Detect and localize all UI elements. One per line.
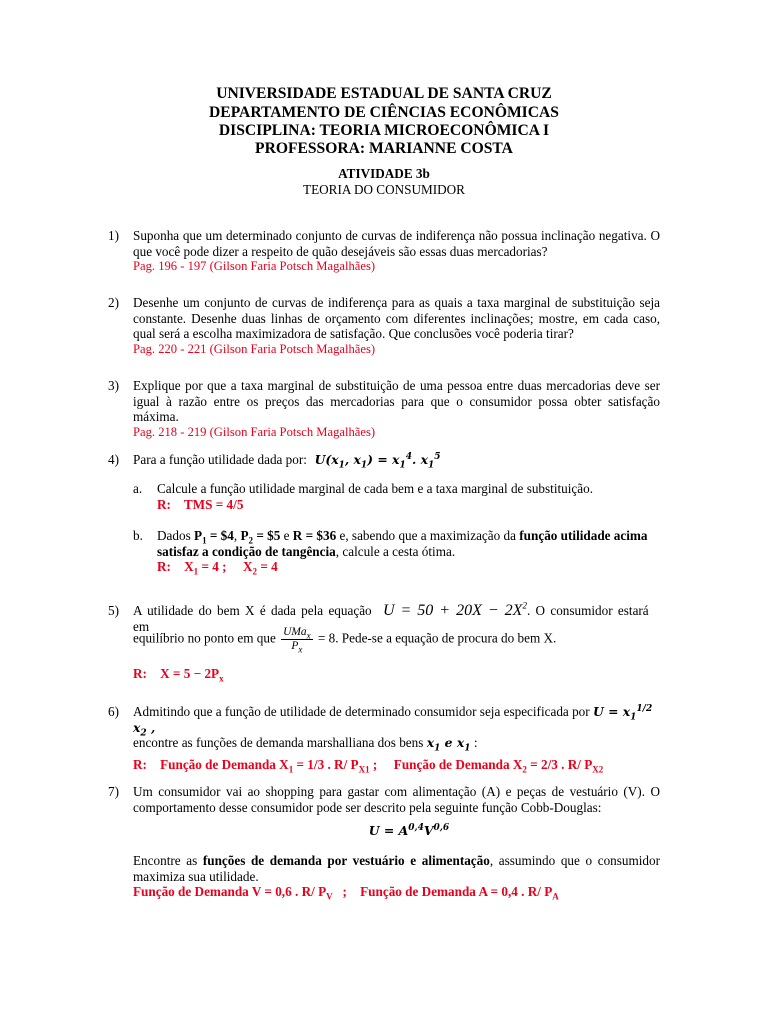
professor-name: PROFESSORA: MARIANNE COSTA (255, 140, 513, 157)
answer: R: Função de Demanda $X_1 = 1/3$ . R/ $P_{X1}$ ; Função de Demanda $X_2 = 2/3$ . R/ $P_{X2}$ (133, 756, 604, 775)
answer: R: $X_1 = 4$ ; $X_2 = 4$ (157, 559, 278, 577)
question-number: 5) (108, 603, 119, 618)
question-5-cont: equilíbrio no ponto em que $\frac{UMa_x}{P_x}$ = 8. Pede-se a equação de procura do bem X. (133, 626, 557, 655)
question-text: Para a função utilidade dada por: (133, 452, 307, 467)
answer: R: TMS = 4/5 (157, 496, 244, 512)
question-number: 6) (108, 704, 119, 719)
question-4a (133, 481, 660, 512)
question-7-cont: Encontre as funções de demanda por vestuário e alimentação, assumindo que o consumidor maximiza sua utilidade. Função de Demanda V = 0,6 . R/ $P_V$ ; Função de Demanda A = 0,4 . R/ $P_A$ (133, 853, 660, 902)
question-1 (108, 228, 660, 275)
question-2 (108, 295, 660, 357)
activity-title: ATIVIDADE 3b (338, 166, 430, 181)
utility-equation: $U = 50 + 20X - 2X^2$ (382, 600, 527, 619)
cobb-douglas-formula: $U = A^{0,4}V^{0,6}$ (368, 822, 450, 838)
item-label: b. (133, 528, 143, 543)
question-number: 7) (108, 784, 119, 799)
activity-subtitle: TEORIA DO CONSUMIDOR (303, 182, 465, 197)
question-6: 6) Admitindo que a função de utilidade de determinado consumidor seja especificada por $U = x_1^{1/2}$ $x_2$ , encontre as funções de demanda marshalliana dos bens $x_1$ e $x_1$ : R: Função de Demanda $X_1 = 1/3$ . R/ $P_{X1}$ ; Função de Demanda $X_2 = 2/3$ . R/ $P_{X2}$ (108, 704, 660, 772)
question-4b (133, 528, 660, 575)
question-number: 1) (108, 228, 119, 243)
question-5-answer: R: $X = 5 - 2P_x$ (133, 666, 224, 684)
question-number: 3) (108, 378, 119, 393)
answer: Função de Demanda V = 0,6 . R/ $P_V$ ; Função de Demanda A = 0,4 . R/ $P_A$ (133, 884, 559, 902)
question-text: Explique por que a taxa marginal de substituição de uma pessoa entre duas mercadorias deve ser igual à razão entre os preços das mercadorias para que o consumidor possa obter satisfação máxima. (133, 378, 660, 425)
question-text: A utilidade do bem X é dada pela equação (133, 603, 372, 618)
question-number: 4) (108, 452, 119, 467)
question-5: 5) A utilidade do bem X é dada pela equação $U = 50 + 20X - 2X^2$. O consumidor estará em (108, 600, 649, 634)
equilibrium-fraction: $\frac{UMa_x}{P_x}$ (283, 626, 311, 655)
course-name: DISCIPLINA: TEORIA MICROECONÔMICA I (218, 122, 550, 139)
question-text: Desenhe um conjunto de curvas de indiferença para as quais a taxa marginal de substituição seja constante. Desenhe duas linhas de orçamento com diferentes inclinações; mostre, em cada caso, qual será a escolha maximizadora de satisfação. Que conclusões você poderia tirar? (133, 295, 660, 342)
item-label: a. (133, 481, 143, 496)
item-text: Dados $P_1$ = $4, $P_2$ = $5 e R = $36 e, sabendo que a maximização da função utilidade acima satisfaz a condição de tangência, calcule a cesta ótima. (157, 528, 648, 559)
reference: Pag. 218 - 219 (Gilson Faria Potsch Magalhães) (133, 424, 376, 439)
item-text: Calcule a função utilidade marginal de cada bem e a taxa marginal de substituição. (157, 481, 593, 496)
reference: Pag. 196 - 197 (Gilson Faria Potsch Magalhães) (133, 259, 376, 274)
department-name: DEPARTAMENTO DE CIÊNCIAS ECONÔMICAS (209, 104, 559, 121)
question-7 (108, 784, 660, 815)
university-name: UNIVERSIDADE ESTADUAL DE SANTA CRUZ (216, 85, 552, 102)
question-text: Admitindo que a função de utilidade de determinado consumidor seja especificada por $U = x_1^{1/2}$ $x_2$ , (133, 703, 653, 739)
utility-formula: $U = x_1^{1/2}$ $x_2$ , (133, 703, 653, 739)
question-3 (108, 378, 660, 440)
question-text: Suponha que um determinado conjunto de curvas de indiferença não possua inclinação negativa. O que você pode dizer a respeito de quão desejáveis são essas duas mercadorias? (133, 228, 660, 259)
utility-formula: $U(x_1$, $x_1) = x_1^4$. $x_1^5$ (314, 451, 441, 471)
question-text: Um consumidor vai ao shopping para gastar com alimentação (A) e peças de vestuário (V). O comportamento desse consumidor pode ser descrito pela seguinte função Cobb-Douglas: (133, 784, 660, 815)
reference: Pag. 220 - 221 (Gilson Faria Potsch Magalhães) (133, 341, 376, 356)
question-number: 2) (108, 295, 119, 310)
question-4 (108, 451, 660, 471)
